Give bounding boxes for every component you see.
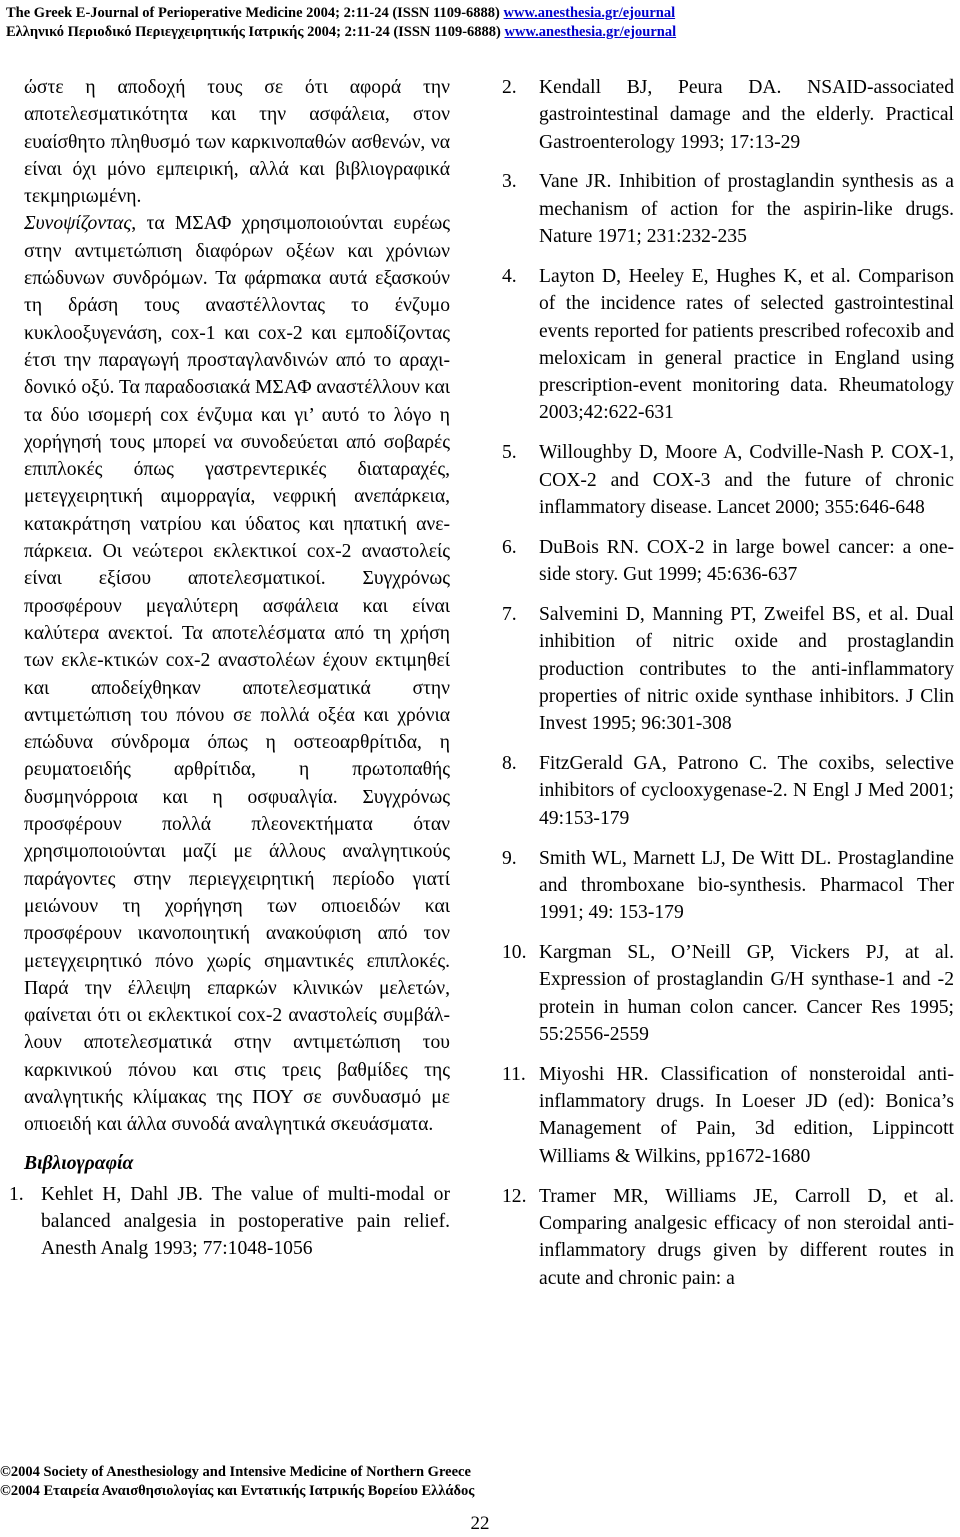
reference-item (502, 845, 954, 927)
reference-number: 9. (502, 847, 517, 869)
reference-number: 5. (502, 442, 517, 464)
reference-number: 2. (502, 77, 517, 98)
reference-text: Kargman SL, O’Neill GP, Vickers PJ, at al. Expression of prostaglandin G/H synthase-1 and -2 protein in human colon cancer. Cancer Res 1995; 55:2556-2559 (539, 942, 954, 1045)
reference-item (502, 534, 954, 589)
body-paragraph-1: ώστε η αποδοχή τους σε ότι αφορά την αποτελεσματικότητα και την ασφάλεια, στον ευαίσθητο πληθυσμό των καρκινοπαθών ασθενών, να είναι όχι μόνο εμπειρική, αλλά και βιβλιογραφικά τεκμηριωμένη. (24, 77, 450, 208)
reference-number: 1. (9, 1183, 24, 1205)
journal-header (6, 4, 956, 42)
reference-number: 8. (502, 753, 517, 775)
reference-item (502, 168, 954, 250)
page-number: 22 (470, 1513, 490, 1534)
reference-text: FitzGerald GA, Patrono C. The coxibs, selective inhibitors of cyclooxygenase-2. N Engl J Med 2001; 49:153-179 (539, 753, 954, 829)
reference-item (502, 939, 954, 1048)
reference-number: 7. (502, 604, 517, 626)
summary-lead: Συνοψίζοντας (24, 213, 132, 235)
copyright-english: ©2004 Society of Anesthesiology and Intensive Medicine of Northern Greece (0, 1464, 471, 1480)
reference-text: Salvemini D, Manning PT, Zweifel BS, et al. Dual inhibition of nitric oxide and prostaglandin production contributes to the anti-inflammatory properties of nitric oxide synthase inhibitors. J Clin Invest 1995; 96:301-308 (539, 604, 954, 735)
reference-text: Kendall BJ, Peura DA. NSAID-associated gastrointestinal damage and the elderly. Practical Gastroenterology 1993; 17:13-29 (539, 77, 954, 153)
body-paragraph-2 (24, 210, 450, 1138)
summary-text: , τα ΜΣΑΦ χρησιμοποιούνται ευρέως στην αντιμετώπιση διαφόρων οξέων και χρόνιων επώδυνων συνδρόμων. Τα φάρmακα αυτά εξασκούν τη δράση τους αναστέλλοντας το ένζυμο κυκλοοξυγενάση, cox-1 και cox-2 και εμποδίζοντας έτσι την παραγωγή προσταγλανδινών από το αραχιδονικό οξύ. Τα παραδοσιακά ΜΣΑΦ αναστέλλουν και τα δύο ισομερή cox ένζυμα και γι’ αυτό το λόγο η χορήγησή τους μπορεί να συνοδεύεται από σοβαρές επιπλοκές όπως γαστρεντερικές διαταραχές, μετεγχειρητική αιμορραγία, νεφρική ανεπάρκεια, κατακράτηση νατρίου και ύδατος και ηπατική ανεπάρκεια. Οι νεώτεροι εκλεκτικοί cox-2 αναστολείς είναι εξίσου αποτελεσματικοί. Συγχρόνως προσφέρουν μεγαλύτερη ασφάλεια και είναι καλύτερα ανεκτοί. Τα αποτελέσματα από τη χρήση των εκλε-κτικών cox-2 αναστολέων έχουν εκτιμηθεί και αποδείχθηκαν αποτελεσματικά στην αντιμετώπιση του πόνου σε πολλά οξέα και χρόνια επώδυνα σύνδρομα όπως η οστεοαρθρίτιδα, η ρευματοειδής αρθρίτιδα, η πρωτοπαθής δυσμηνόρροια και η οσφυαλγία. Συγχρόνως προσφέρουν πολλά πλεονεκτήματα όταν χρησιμοποιούνται μαζί με άλλους αναλγητικούς παράγοντες στην περιεγχειρητική περίοδο γιατί μειώνουν τη χορήγηση των οπιοειδών και προσφέρουν ικανοποιητική ανακούφιση από τον μετεγχειρητικό πόνο χωρίς σημαντικές επιπλοκές. Παρά την έλλειψη επαρκών κλινικών μελετών, φαίνεται ότι οι εκλεκτικοί cox-2 αναστολείς συμβάλλουν αποτελεσματικά στην αντιμετώπιση του καρκινικού πόνου και στις τρεις βαθμίδες της αναλγητικής κλίμακας της ΠΟΥ σε συνδυασμό με οπιοειδή και άλλα συνοδά αναλγητικά σκευάσματα. (24, 213, 450, 1136)
reference-item (502, 750, 954, 832)
right-column (502, 74, 954, 1304)
reference-item (502, 1061, 954, 1170)
reference-number: 4. (502, 265, 517, 287)
reference-text: Vane JR. Inhibition of prostaglandin synthesis as a mechanism of action for the aspirin-like drugs. Nature 1971; 231:232-235 (539, 171, 954, 248)
reference-number: 6. (502, 536, 517, 558)
header-line-english (6, 4, 956, 23)
reference-item (502, 1183, 954, 1292)
reference-text: DuBois RN. COX-2 in large bowel cancer: a one-side story. Gut 1999; 45:636-637 (539, 536, 954, 586)
copyright-footer (0, 1463, 900, 1501)
left-column (9, 74, 450, 1263)
header-text-english: The Greek E-Journal of Perioperative Medicine 2004; 2:11-24 (ISSN 1109-6888) (6, 5, 504, 21)
bibliography-heading: Βιβλιογραφία (24, 1152, 134, 1174)
reference-item (502, 74, 954, 156)
reference-item (9, 1181, 450, 1263)
reference-text: Miyoshi HR. Classification of nonsteroidal anti-inflammatory drugs. In Loeser JD (ed): Bonica’s Management of Pain, 3d edition, Lippincott Williams & Wilkins, pp1672-1680 (539, 1063, 954, 1167)
header-link-english[interactable]: www.anesthesia.gr/ejournal (503, 5, 676, 21)
reference-text: Willoughby D, Moore A, Codville-Nash P. COX-1, COX-2 and COX-3 and the future of chronic inflammatory disease. Lancet 2000; 355:646-648 (539, 442, 954, 518)
reference-text: Layton D, Heeley E, Hughes K, et al. Comparison of the incidence rates of selected gastrointestinal events reported for patients prescribed rofecoxib and meloxicam in general practice in England using prescription-event monitoring data. Rheumatology 2003;42:622-631 (539, 265, 954, 424)
copyright-greek: ©2004 Εταιρεία Αναισθησιολογίας και Εντατικής Ιατρικής Βορείου Ελλάδος (0, 1483, 475, 1499)
reference-text: Smith WL, Marnett LJ, De Witt DL. Prostaglandine and thromboxane bio-synthesis. Pharmacol Ther 1991; 49: 153-179 (539, 847, 954, 924)
header-link-greek[interactable]: www.anesthesia.gr/ejournal (504, 24, 677, 40)
reference-text: Tramer MR, Williams JE, Carroll D, et al. Comparing analgesic efficacy of non steroidal anti-inflammatory drugs given by different routes in acute and chronic pain: a (539, 1185, 954, 1289)
header-text-greek: Ελληνικό Περιοδικό Περιεγχειρητικής Ιατρικής 2004; 2:11-24 (ISSN 1109-6888) (6, 24, 505, 40)
reference-number: 11. (502, 1063, 526, 1085)
reference-item (502, 601, 954, 737)
reference-item (502, 439, 954, 521)
header-line-greek (6, 23, 956, 42)
reference-number: 10. (502, 942, 527, 964)
reference-item (502, 263, 954, 427)
reference-number: 3. (502, 171, 517, 193)
reference-number: 12. (502, 1185, 527, 1207)
reference-text: Kehlet H, Dahl JB. The value of multi-modal or balanced analgesia in postoperative pain relief. Anesth Analg 1993; 77:1048-1056 (41, 1183, 450, 1260)
